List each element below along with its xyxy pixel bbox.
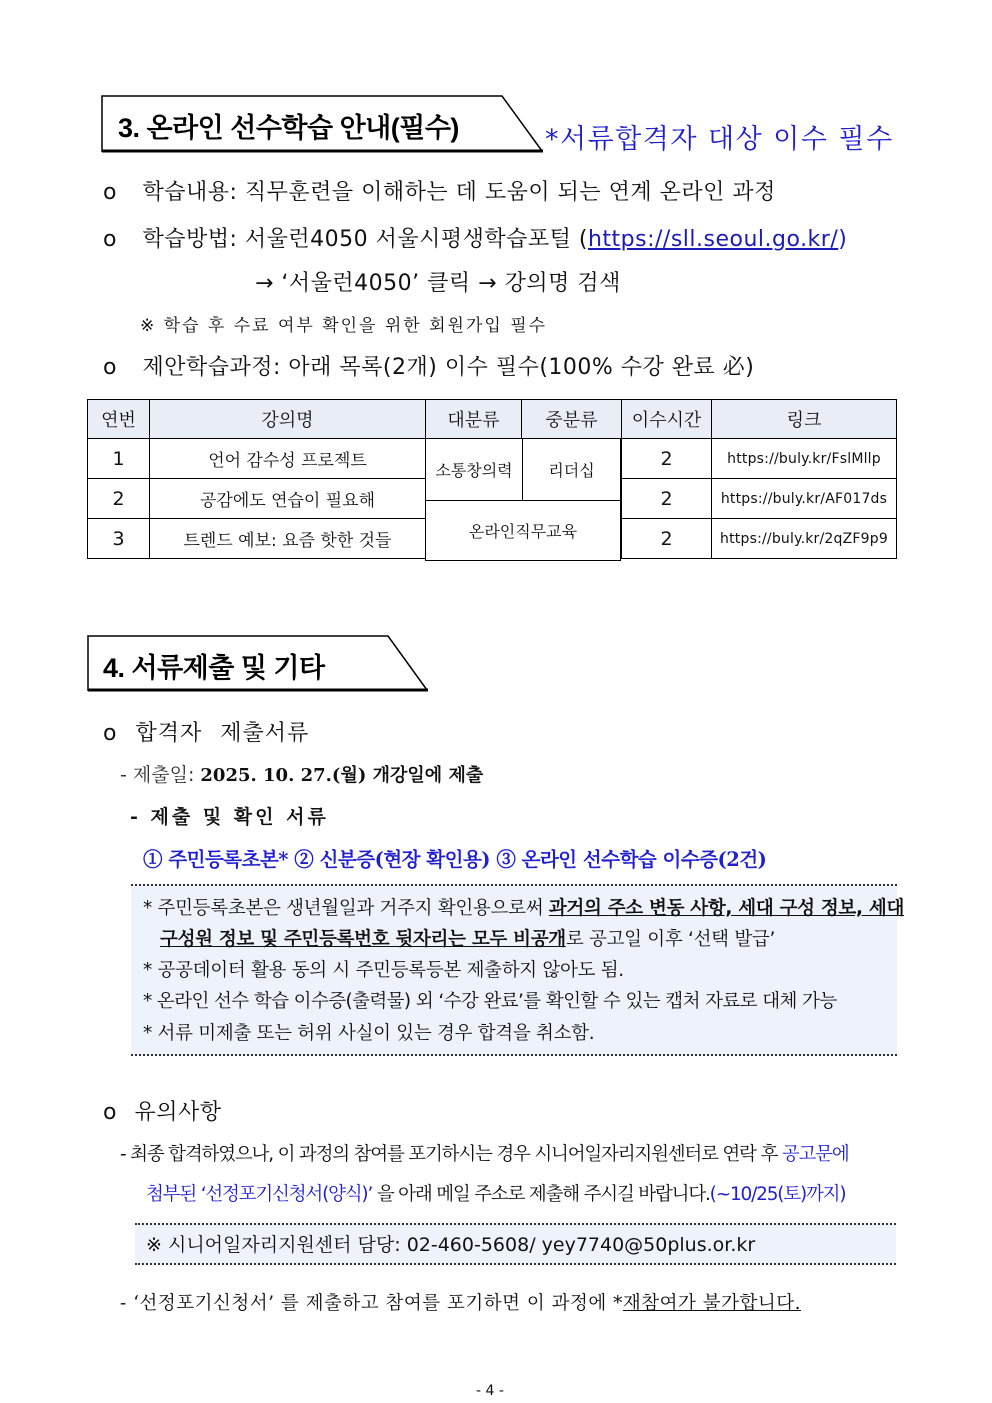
learning-method-note: ※ 학습 후 수료 여부 확인을 위한 회원가입 필수 [140,316,548,336]
merged-category-overlay [425,439,621,561]
section4-header [86,634,431,694]
note-4: * 서류 미제출 또는 허위 사실이 있는 경우 합격을 취소함. [143,1023,595,1044]
col-header-title: 강의명 [150,400,426,439]
submit-date-value: 2025. 10. 27.(월) 개강일에 제출 [200,765,484,786]
col-header-middle: 중분류 [522,400,622,439]
portal-link[interactable]: https://sll.seoul.go.kr/ [587,227,839,252]
submit-date-line [120,760,483,787]
section4-title: 4. 서류제출 및 기타 [103,653,325,683]
cell-title: 공감에도 연습이 필요해 [150,479,426,519]
cell-link[interactable]: https://buly.kr/FslMllp [712,439,897,479]
cell-link[interactable]: https://buly.kr/AF017ds [712,479,897,519]
cell-no: 2 [88,479,150,519]
caution-line-3: - ‘선정포기신청서’ 를 제출하고 참여를 포기하면 이 과정에 *재참여가 불가합니다. [120,1293,801,1314]
cell-title: 언어 감수성 프로젝트 [150,439,426,479]
text-after: ) [838,227,848,252]
bullet: o [103,227,117,252]
contact-info: ※ 시니어일자리지원센터 담당: 02-460-5608/ yey7740@50plus.or.kr [146,1234,756,1256]
caution-heading: o 유의사항 [103,1100,222,1125]
cell-link[interactable]: https://buly.kr/2qZF9p9 [712,519,897,559]
page-number: - 4 - [476,1383,504,1399]
col-header-major: 대분류 [426,400,522,439]
proposed-course-item [103,350,754,381]
required-doc-list: ① 주민등록초본* ② 신분증(현장 확인용) ③ 온라인 선수학습 이수증(2건) [143,848,767,871]
text: 직무훈련을 이해하는 데 도움이 되는 연계 온라인 과정 [244,180,776,205]
col-header-no: 연번 [88,400,150,439]
col-header-hours: 이수시간 [622,400,712,439]
learning-method-steps: → ‘서울런4050’ 클릭 → 강의명 검색 [255,271,621,296]
cell-title: 트렌드 예보: 요즘 핫한 것들 [150,519,426,559]
caution-line-2: 첨부된 ‘선정포기신청서(양식)’ 을 아래 메일 주소로 제출해 주시길 바랍니다.(~10/25(토)까지) [146,1184,846,1205]
cell-hours: 2 [622,479,712,519]
cell-hours: 2 [622,439,712,479]
label: 학습방법: [142,227,238,252]
caution-line-1: - 최종 합격하였으나, 이 과정의 참여를 포기하시는 경우 시니어일자리지원센터로 연락 후 공고문에 [120,1144,849,1165]
cell-major-category: 소통창의력 [426,439,523,501]
section3-header [100,94,545,154]
cell-no: 1 [88,439,150,479]
bullet: o [103,180,117,205]
note-1a: * 주민등록초본은 생년월일과 거주지 확인용으로써 과거의 주소 변동 사항, 세대 구성 정보, 세대 [143,898,905,919]
learning-content-item [103,175,776,206]
section3-note: *서류합격자 대상 이수 필수 [545,124,894,155]
table-header-row [88,400,897,439]
note-2: * 공공데이터 활용 동의 시 주민등록등본 제출하지 않아도 됨. [143,960,624,981]
col-header-link: 링크 [712,400,897,439]
submit-date-label: - 제출일: [120,764,195,786]
cell-middle-category: 리더십 [523,439,620,501]
note-3: * 온라인 선수 학습 이수증(출력물) 외 ‘수강 완료’를 확인할 수 있는 캡처 자료로 대체 가능 [143,991,837,1012]
label: 학습내용: [142,180,238,205]
label: 제안학습과정: [142,355,281,380]
bullet: o [103,355,117,380]
learning-method-item [103,222,847,253]
cell-no: 3 [88,519,150,559]
check-docs-heading: - 제출 및 확인 서류 [130,806,329,828]
required-docs-heading: o 합격자 제출서류 [103,721,310,746]
cell-online-category: 온라인직무교육 [468,521,578,541]
section3-title: 3. 온라인 선수학습 안내(필수) [118,113,459,143]
text: 아래 목록(2개) 이수 필수(100% 수강 완료 必) [288,355,755,380]
note-1b: 구성원 정보 및 주민등록번호 뒷자리는 모두 비공개로 공고일 이후 ‘선택 발급’ [160,929,776,950]
text: 서울런4050 서울시평생학습포털 ( [244,227,588,252]
cell-hours: 2 [622,519,712,559]
